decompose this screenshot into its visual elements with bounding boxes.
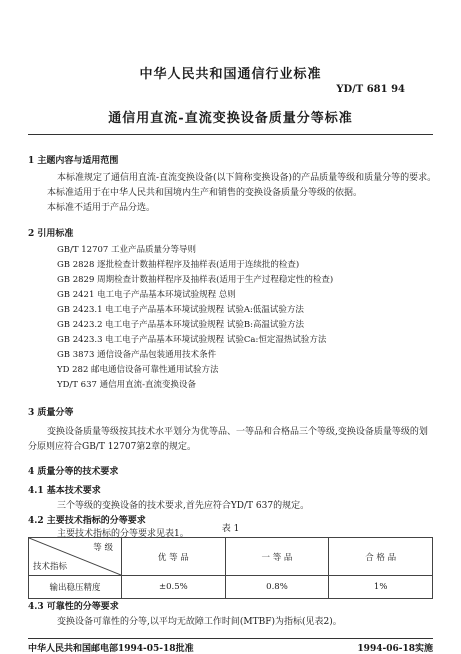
section-4-3-line: 变换设备可靠性的分等,以平均无故障工作时间(MTBF)为指标(见表2)。 xyxy=(57,617,342,627)
reference-item: GB 2421 电工电子产品基本环境试验规程 总则 xyxy=(57,290,236,300)
reference-item: YD/T 637 通信用直流-直流变换设备 xyxy=(57,380,196,390)
table-cell: 1% xyxy=(329,576,433,599)
column-header: 优 等 品 xyxy=(122,538,226,576)
section-4-2-line: 主要技术指标的分等要求见表1。 xyxy=(57,529,189,539)
reference-item: GB 3873 通信设备产品包装通用技术条件 xyxy=(57,350,217,360)
section-4-2-heading: 4.2 主要技术指标的分等要求 xyxy=(28,516,146,526)
quality-grade-table xyxy=(28,537,433,599)
section-3-heading: 3 质量分等 xyxy=(28,408,74,418)
section-4-1-heading: 4.1 基本技术要求 xyxy=(28,486,101,496)
reference-item: GB 2423.1 电工电子产品基本环境试验规程 试验A:低温试验方法 xyxy=(57,305,304,315)
implementation-date: 1994-06-18实施 xyxy=(357,644,433,654)
footer-divider xyxy=(28,638,433,639)
corner-label-indicator: 技术指标 xyxy=(33,562,68,572)
section-1-line-1: 本标准规定了通信用直流-直流变换设备(以下简称变换设备)的产品质量等级和质量分等的要求。 xyxy=(57,173,437,183)
reference-item: GB 2423.3 电工电子产品基本环境试验规程 试验Ca:恒定湿热试验方法 xyxy=(57,335,327,345)
column-header: 一 等 品 xyxy=(225,538,329,576)
section-2-heading: 2 引用标准 xyxy=(28,229,74,239)
table-header-row xyxy=(29,538,433,576)
section-1-line-3: 本标准不适用于产品分选。 xyxy=(47,203,156,213)
approval-issuer: 中华人民共和国邮电部1994-05-18批准 xyxy=(28,644,194,654)
reference-item: GB 2828 逐批检查计数抽样程序及抽样表(适用于连续批的检查) xyxy=(57,260,300,270)
section-4-heading: 4 质量分等的技术要求 xyxy=(28,467,119,477)
section-1-line-2: 本标准适用于在中华人民共和国境内生产和销售的变换设备质量分等级的依据。 xyxy=(47,188,363,198)
document-title: 通信用直流-直流变换设备质量分等标准 xyxy=(108,111,353,126)
row-label: 输出稳压精度 xyxy=(29,576,122,599)
section-3-line-2: 分原则应符合GB/T 12707第2章的规定。 xyxy=(28,442,197,452)
section-1-heading: 1 主题内容与适用范围 xyxy=(28,156,119,166)
table-corner-cell xyxy=(29,538,122,576)
section-4-3-heading: 4.3 可靠性的分等要求 xyxy=(28,602,119,612)
table-1-caption: 表 1 xyxy=(221,524,240,534)
table-cell: 0.8% xyxy=(225,576,329,599)
column-header: 合 格 品 xyxy=(329,538,433,576)
section-4-1-line: 三个等级的变换设备的技术要求,首先应符合YD/T 637的规定。 xyxy=(57,501,310,511)
table-cell: ±0.5% xyxy=(122,576,226,599)
reference-item: GB 2423.2 电工电子产品基本环境试验规程 试验B:高温试验方法 xyxy=(57,320,304,330)
standard-category-title: 中华人民共和国通信行业标准 xyxy=(139,67,322,82)
standard-number: YD/T 681 94 xyxy=(336,84,405,95)
section-3-line-1: 变换设备质量等级按其技术水平划分为优等品、一等品和合格品三个等级,变换设备质量等级的划 xyxy=(47,427,428,437)
corner-label-grade: 等 级 xyxy=(93,543,113,553)
reference-item: GB 2829 周期检查计数抽样程序及抽样表(适用于生产过程稳定性的检查) xyxy=(57,275,334,285)
reference-item: YD 282 邮电通信设备可靠性通用试验方法 xyxy=(57,365,219,375)
reference-item: GB/T 12707 工业产品质量分等导则 xyxy=(57,245,197,255)
table-row xyxy=(29,576,433,599)
header-divider xyxy=(28,134,433,135)
